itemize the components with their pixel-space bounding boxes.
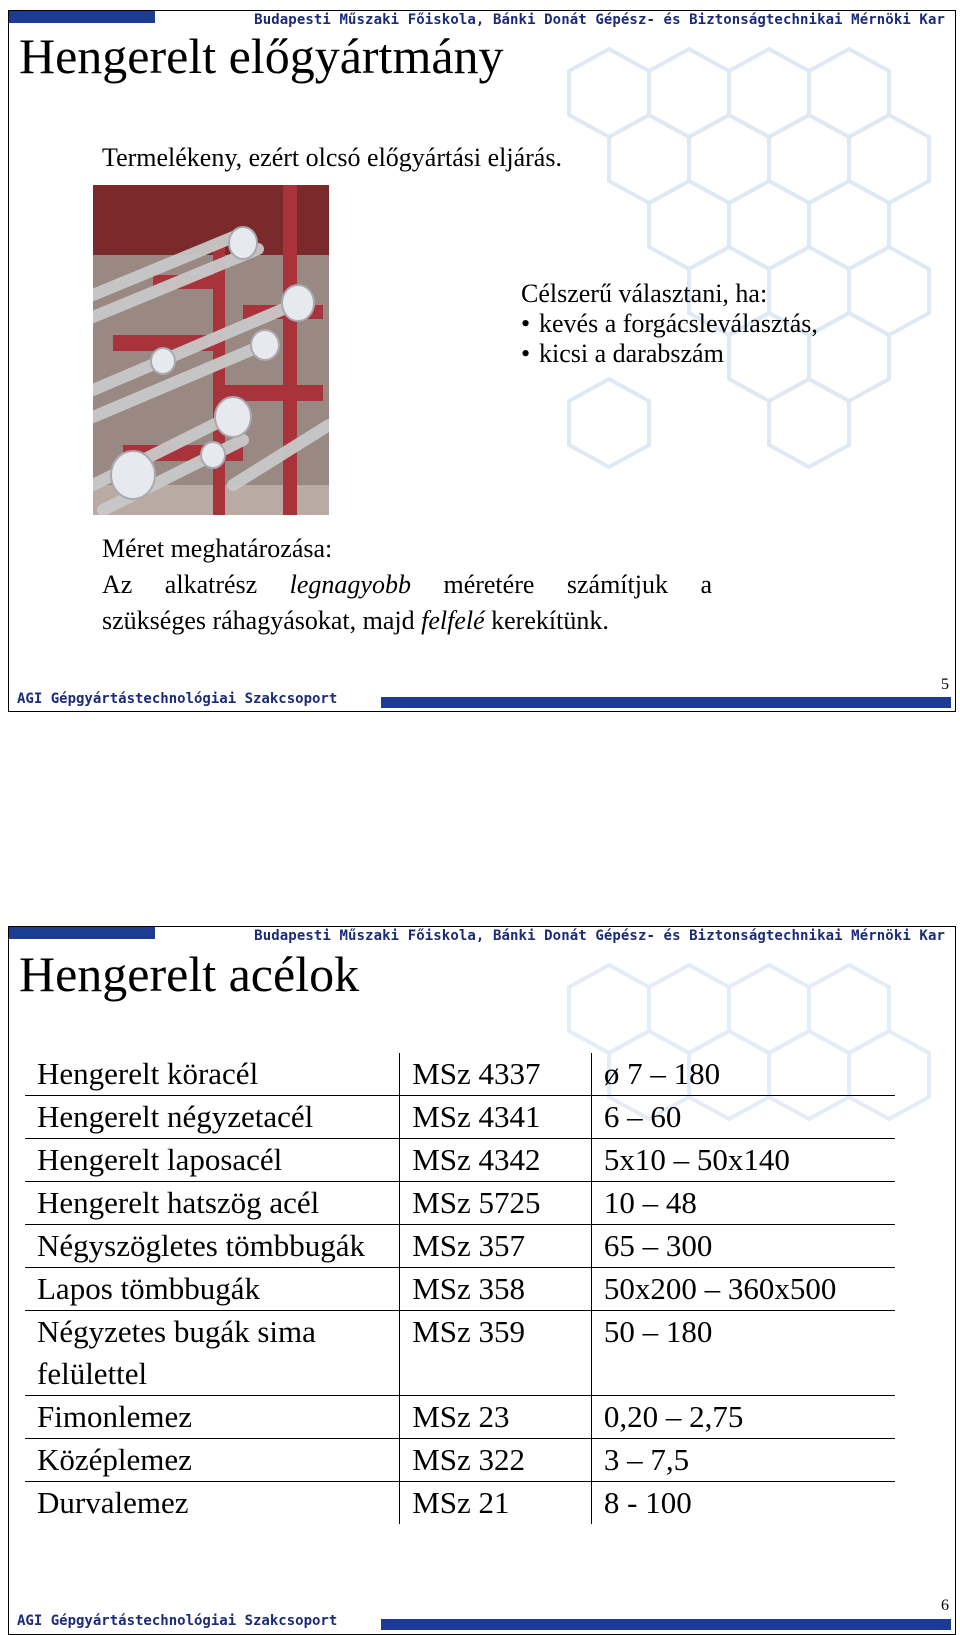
emphasis-legnagyobb: legnagyobb bbox=[289, 570, 411, 599]
standard-cell: MSz 359 bbox=[400, 1311, 592, 1396]
steel-name-cell: Lapos tömbbugák bbox=[25, 1268, 400, 1311]
table-row bbox=[25, 1225, 895, 1268]
standard-cell: MSz 4342 bbox=[400, 1139, 592, 1182]
standard-cell: MSz 21 bbox=[400, 1482, 592, 1525]
steel-bars-photo bbox=[93, 185, 329, 515]
criteria-bullet bbox=[521, 309, 818, 339]
standard-cell: MSz 4337 bbox=[400, 1053, 592, 1096]
criteria-bullet-text: kevés a forgácsleválasztás, bbox=[539, 309, 818, 338]
table-row bbox=[25, 1096, 895, 1139]
emphasis-felfele: felfelé bbox=[421, 606, 485, 635]
table-row bbox=[25, 1053, 895, 1096]
institution-name: Budapesti Műszaki Főiskola, Bánki Donát Gépész- és Biztonságtechnikai Mérnöki Kar bbox=[254, 12, 945, 28]
standard-cell: MSz 4341 bbox=[400, 1096, 592, 1139]
size-range-cell: 5x10 – 50x140 bbox=[591, 1139, 895, 1182]
table-row bbox=[25, 1139, 895, 1182]
steel-name-cell: Négyszögletes tömbbugák bbox=[25, 1225, 400, 1268]
steel-name-cell: Fimonlemez bbox=[25, 1396, 400, 1439]
text-run: kerekítünk. bbox=[484, 606, 609, 635]
standard-cell: MSz 357 bbox=[400, 1225, 592, 1268]
size-range-cell: 0,20 – 2,75 bbox=[591, 1396, 895, 1439]
steel-name-cell: Középlemez bbox=[25, 1439, 400, 1482]
page-number: 5 bbox=[941, 676, 949, 693]
size-range-cell: 3 – 7,5 bbox=[591, 1439, 895, 1482]
slide-title: Hengerelt előgyártmány bbox=[19, 28, 504, 84]
page-number: 6 bbox=[941, 1597, 949, 1614]
intro-text: Termelékeny, ezért olcsó előgyártási eljárás. bbox=[102, 143, 562, 172]
standard-cell: MSz 23 bbox=[400, 1396, 592, 1439]
table-row bbox=[25, 1396, 895, 1439]
table-row bbox=[25, 1311, 895, 1396]
footer-group-name: AGI Gépgyártástechnológiai Szakcsoport bbox=[17, 691, 338, 707]
standard-cell: MSz 5725 bbox=[400, 1182, 592, 1225]
header-accent-bar bbox=[9, 927, 155, 939]
steel-name-cell: Hengerelt laposacél bbox=[25, 1139, 400, 1182]
size-range-cell: 50 – 180 bbox=[591, 1311, 895, 1396]
slide-5 bbox=[8, 10, 956, 712]
slide-6 bbox=[8, 926, 956, 1635]
standard-cell: MSz 358 bbox=[400, 1268, 592, 1311]
table-row bbox=[25, 1182, 895, 1225]
size-determination bbox=[102, 531, 712, 639]
bullet-icon: • bbox=[521, 309, 531, 338]
steel-name-cell: Hengerelt köracél bbox=[25, 1053, 400, 1096]
criteria-heading: Célszerű választani, ha: bbox=[521, 279, 768, 308]
steel-name-cell: Durvalemez bbox=[25, 1482, 400, 1525]
steel-name-cell: Hengerelt hatszög acél bbox=[25, 1182, 400, 1225]
size-range-cell: 50x200 – 360x500 bbox=[591, 1268, 895, 1311]
footer-group-name: AGI Gépgyártástechnológiai Szakcsoport bbox=[17, 1613, 338, 1629]
steel-name-cell: Hengerelt négyzetacél bbox=[25, 1096, 400, 1139]
text-run: Az alkatrész bbox=[102, 570, 290, 599]
bullet-icon: • bbox=[521, 339, 531, 368]
size-range-cell: 10 – 48 bbox=[591, 1182, 895, 1225]
slide-title: Hengerelt acélok bbox=[19, 946, 360, 1002]
footer-accent-bar bbox=[381, 697, 951, 708]
institution-name: Budapesti Műszaki Főiskola, Bánki Donát Gépész- és Biztonságtechnikai Mérnöki Kar bbox=[254, 928, 945, 944]
criteria-bullet-text: kicsi a darabszám bbox=[539, 339, 724, 368]
rolled-steel-table bbox=[25, 1053, 895, 1524]
size-range-cell: 8 - 100 bbox=[603, 1485, 692, 1520]
steel-name-cell: Négyzetes bugák sima felülettel bbox=[25, 1311, 400, 1396]
standard-cell: MSz 322 bbox=[400, 1439, 592, 1482]
size-line-1 bbox=[102, 567, 712, 603]
selection-criteria bbox=[521, 279, 818, 369]
table-row bbox=[25, 1439, 895, 1482]
footer-accent-bar bbox=[381, 1619, 951, 1630]
size-heading: Méret meghatározása: bbox=[102, 534, 333, 563]
size-range-cell: 6 – 60 bbox=[591, 1096, 895, 1139]
text-run: méretére számítjuk a bbox=[410, 570, 712, 599]
size-range-cell: ø 7 – 180 bbox=[591, 1053, 895, 1096]
size-line-2 bbox=[102, 603, 712, 639]
text-run: szükséges ráhagyásokat, majd bbox=[102, 606, 422, 635]
size-range-cell: 65 – 300 bbox=[591, 1225, 895, 1268]
table-row bbox=[25, 1482, 895, 1525]
header-accent-bar bbox=[9, 11, 155, 23]
table-row bbox=[25, 1268, 895, 1311]
criteria-bullet bbox=[521, 339, 818, 369]
